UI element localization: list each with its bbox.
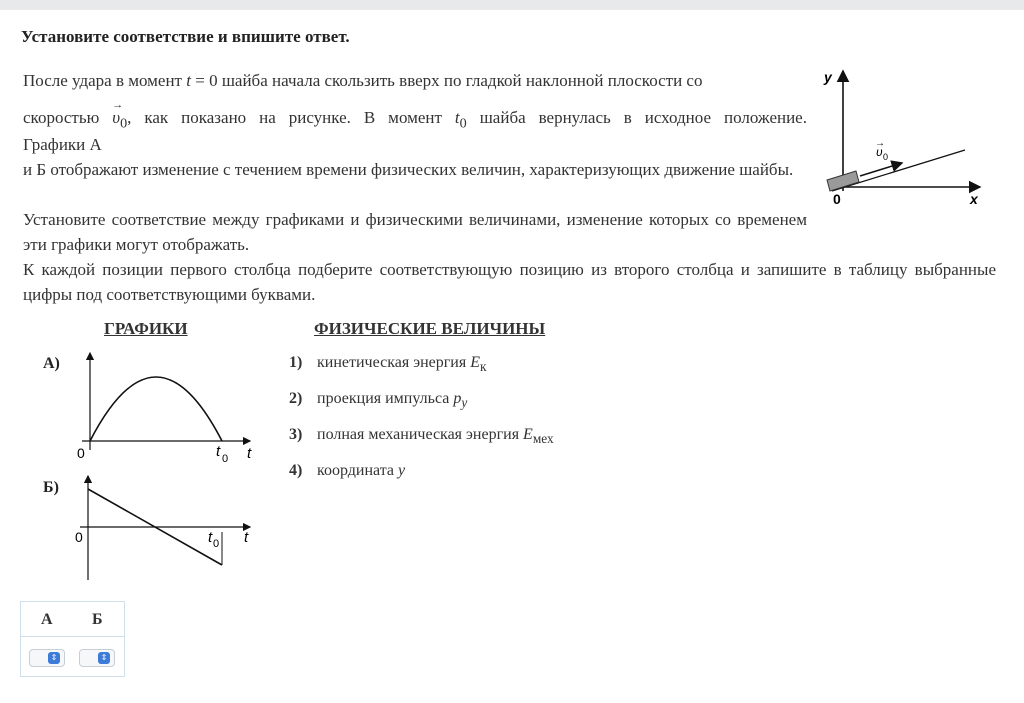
task-instruction: Установите соответствие и впишите ответ. bbox=[21, 27, 350, 46]
top-bar bbox=[0, 0, 1024, 10]
incline-plane bbox=[832, 150, 965, 191]
answer-select-b[interactable] bbox=[79, 649, 115, 667]
figure-x-label: x bbox=[970, 191, 978, 207]
figure-origin: 0 bbox=[833, 191, 841, 207]
problem-line-3: Графики А bbox=[23, 135, 102, 154]
figure-velocity-sub: 0 bbox=[883, 152, 889, 162]
graph-a-origin: 0 bbox=[77, 445, 85, 461]
problem-line-5: Установите соответствие между графиками и физическими величинами, изменение которых со временем эти графики могут отображать. bbox=[23, 210, 807, 254]
graph-b-t0: t bbox=[208, 529, 213, 546]
graph-a-curve bbox=[90, 377, 222, 441]
option-3: 3) полная механическая энергия $E_{мех}$ bbox=[289, 426, 554, 447]
graph-b-t-label: t bbox=[244, 529, 249, 546]
velocity-arrow bbox=[860, 163, 902, 176]
option-1: 1) кинетическая энергия $E_к$ bbox=[289, 354, 487, 375]
figure-y-label: y bbox=[824, 69, 832, 85]
dropdown-arrows-icon: ⇕ bbox=[48, 652, 60, 664]
answer-table-divider bbox=[21, 636, 124, 637]
incline-figure bbox=[820, 66, 990, 212]
problem-line-4: и Б отображают изменение с течением времени физических величин, характеризующих движение шайбы. bbox=[23, 160, 794, 179]
answer-table bbox=[20, 601, 125, 677]
problem-line-1: После удара в момент t = 0 шайба начала скользить вверх по гладкой наклонной плоскости со bbox=[23, 71, 703, 90]
problem-line-2: скоростью → $\upsilon_0$, как показано на рисунке. В момент $t_0$ шайба вернулась в исходное положение. bbox=[23, 105, 807, 136]
graph-b-origin: 0 bbox=[75, 529, 83, 545]
quantities-column-title: ФИЗИЧЕСКИЕ ВЕЛИЧИНЫ bbox=[314, 319, 546, 338]
answer-select-a[interactable] bbox=[29, 649, 65, 667]
graphs-column-title: ГРАФИКИ bbox=[104, 319, 188, 338]
problem-line-6: К каждой позиции первого столбца подберите соответствующую позицию из второго столбца и запишите в таблицу выбранные цифры под соответствующими буквами. bbox=[23, 260, 996, 304]
option-4: 4) координата y bbox=[289, 462, 406, 479]
figure-velocity-label: υ bbox=[876, 145, 883, 159]
graph-a-t0-sub: 0 bbox=[222, 453, 229, 465]
answer-col-a: А bbox=[41, 611, 53, 628]
graph-b bbox=[70, 474, 260, 584]
dropdown-arrows-icon: ⇕ bbox=[98, 652, 110, 664]
graph-a-t0: t bbox=[216, 443, 221, 460]
velocity-vector-arrow-icon: → bbox=[875, 138, 885, 149]
graph-a-label: А) bbox=[43, 355, 60, 372]
option-2: 2) проекция импульса $p_y$ bbox=[289, 390, 468, 411]
graph-b-label: Б) bbox=[43, 479, 59, 496]
answer-col-b: Б bbox=[92, 611, 103, 628]
graph-b-t0-sub: 0 bbox=[213, 538, 220, 550]
graph-a bbox=[70, 350, 260, 468]
graph-a-t-label: t bbox=[247, 445, 252, 462]
